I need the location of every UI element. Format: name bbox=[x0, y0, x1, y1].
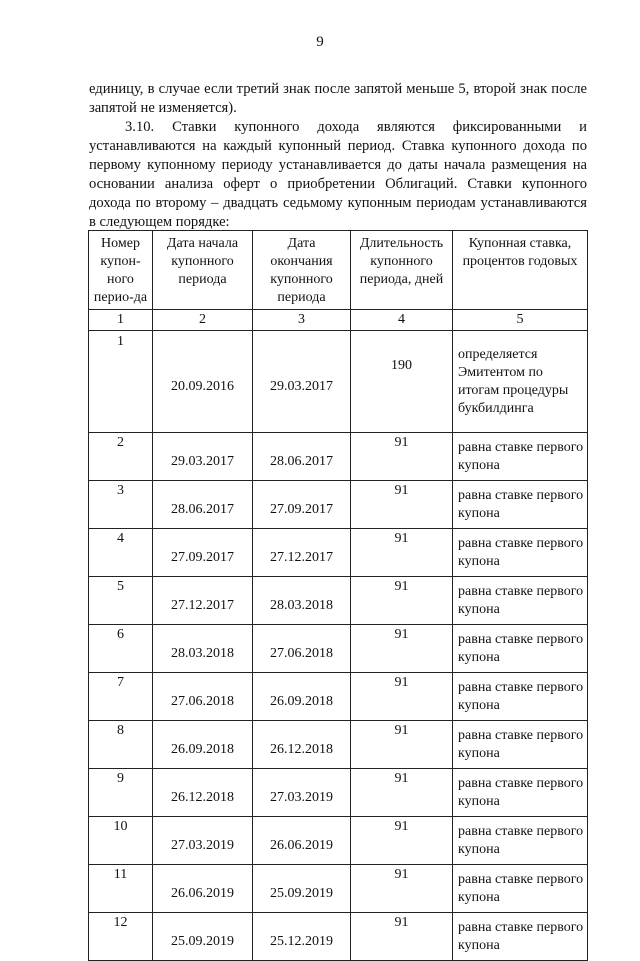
paragraph-clause-3-10: 3.10. Ставки купонного дохода являются фиксированными и устанавливаются на каждый купонный период. Ставка купонного дохода по первому купонному периоду устанавливается до даты начала размещения на основании анализа оферт о приобретении Облигаций. Ставки купонного дохода по второму – двадцать седьмому купонным периодам устанавливаются в следующем порядке: bbox=[89, 119, 587, 230]
coupon-number: 2 bbox=[89, 433, 153, 481]
duration-days: 91 bbox=[351, 433, 453, 481]
table-row bbox=[89, 673, 588, 721]
start-date: 28.03.2018 bbox=[153, 625, 253, 673]
column-number: 5 bbox=[453, 310, 588, 331]
coupon-schedule-table bbox=[88, 230, 588, 961]
coupon-rate: равна ставке первого купона bbox=[453, 577, 588, 625]
coupon-number: 9 bbox=[89, 769, 153, 817]
coupon-number: 8 bbox=[89, 721, 153, 769]
column-number: 2 bbox=[153, 310, 253, 331]
duration-days: 91 bbox=[351, 817, 453, 865]
start-date: 26.06.2019 bbox=[153, 865, 253, 913]
duration-days: 91 bbox=[351, 481, 453, 529]
duration-days: 91 bbox=[351, 529, 453, 577]
table-header-row bbox=[89, 231, 588, 310]
header-coupon-rate: Купонная ставка, процентов годовых bbox=[453, 231, 588, 310]
coupon-number: 10 bbox=[89, 817, 153, 865]
end-date: 26.12.2018 bbox=[253, 721, 351, 769]
start-date: 28.06.2017 bbox=[153, 481, 253, 529]
coupon-rate: равна ставке первого купона bbox=[453, 433, 588, 481]
coupon-number: 3 bbox=[89, 481, 153, 529]
end-date: 27.06.2018 bbox=[253, 625, 351, 673]
start-date: 26.09.2018 bbox=[153, 721, 253, 769]
coupon-rate: равна ставке первого купона bbox=[453, 481, 588, 529]
coupon-rate: равна ставке первого купона bbox=[453, 673, 588, 721]
page-number: 9 bbox=[316, 34, 324, 50]
coupon-number: 5 bbox=[89, 577, 153, 625]
coupon-number: 4 bbox=[89, 529, 153, 577]
coupon-number: 6 bbox=[89, 625, 153, 673]
coupon-rate: определяется Эмитентом по итогам процедуры букбилдинга bbox=[453, 331, 588, 433]
table-row bbox=[89, 913, 588, 961]
coupon-rate: равна ставке первого купона bbox=[453, 769, 588, 817]
start-date: 27.12.2017 bbox=[153, 577, 253, 625]
table-body bbox=[89, 331, 588, 961]
end-date: 25.12.2019 bbox=[253, 913, 351, 961]
coupon-number: 12 bbox=[89, 913, 153, 961]
header-duration: Длительность купонного периода, дней bbox=[351, 231, 453, 310]
start-date: 26.12.2018 bbox=[153, 769, 253, 817]
duration-days: 91 bbox=[351, 721, 453, 769]
column-number-row bbox=[89, 310, 588, 331]
start-date: 29.03.2017 bbox=[153, 433, 253, 481]
duration-days: 91 bbox=[351, 769, 453, 817]
start-date: 25.09.2019 bbox=[153, 913, 253, 961]
table-row bbox=[89, 529, 588, 577]
duration-days: 91 bbox=[351, 577, 453, 625]
column-number: 3 bbox=[253, 310, 351, 331]
end-date: 26.06.2019 bbox=[253, 817, 351, 865]
end-date: 28.03.2018 bbox=[253, 577, 351, 625]
coupon-rate: равна ставке первого купона bbox=[453, 721, 588, 769]
header-end-date: Дата окончания купонного периода bbox=[253, 231, 351, 310]
duration-days: 91 bbox=[351, 865, 453, 913]
duration-days: 91 bbox=[351, 913, 453, 961]
end-date: 27.12.2017 bbox=[253, 529, 351, 577]
end-date: 27.03.2019 bbox=[253, 769, 351, 817]
coupon-rate: равна ставке первого купона bbox=[453, 913, 588, 961]
column-number: 4 bbox=[351, 310, 453, 331]
table-row bbox=[89, 577, 588, 625]
table-row bbox=[89, 721, 588, 769]
table-row bbox=[89, 865, 588, 913]
start-date: 20.09.2016 bbox=[153, 331, 253, 433]
end-date: 25.09.2019 bbox=[253, 865, 351, 913]
start-date: 27.09.2017 bbox=[153, 529, 253, 577]
column-number: 1 bbox=[89, 310, 153, 331]
table-row bbox=[89, 481, 588, 529]
end-date: 29.03.2017 bbox=[253, 331, 351, 433]
duration-days: 190 bbox=[351, 331, 453, 433]
start-date: 27.06.2018 bbox=[153, 673, 253, 721]
header-start-date: Дата начала купонного периода bbox=[153, 231, 253, 310]
coupon-rate: равна ставке первого купона bbox=[453, 625, 588, 673]
table-row bbox=[89, 817, 588, 865]
end-date: 27.09.2017 bbox=[253, 481, 351, 529]
coupon-rate: равна ставке первого купона bbox=[453, 865, 588, 913]
coupon-number: 11 bbox=[89, 865, 153, 913]
end-date: 28.06.2017 bbox=[253, 433, 351, 481]
table-row bbox=[89, 433, 588, 481]
table-row bbox=[89, 769, 588, 817]
table-row bbox=[89, 625, 588, 673]
paragraph-continuation: единицу, в случае если третий знак после запятой меньше 5, второй знак после запятой не изменяется). bbox=[89, 81, 587, 116]
table-row bbox=[89, 331, 588, 433]
duration-days: 91 bbox=[351, 625, 453, 673]
header-coupon-number: Номер купон-ного перио-да bbox=[89, 231, 153, 310]
end-date: 26.09.2018 bbox=[253, 673, 351, 721]
start-date: 27.03.2019 bbox=[153, 817, 253, 865]
coupon-number: 1 bbox=[89, 331, 153, 433]
coupon-rate: равна ставке первого купона bbox=[453, 529, 588, 577]
duration-days: 91 bbox=[351, 673, 453, 721]
coupon-number: 7 bbox=[89, 673, 153, 721]
coupon-rate: равна ставке первого купона bbox=[453, 817, 588, 865]
